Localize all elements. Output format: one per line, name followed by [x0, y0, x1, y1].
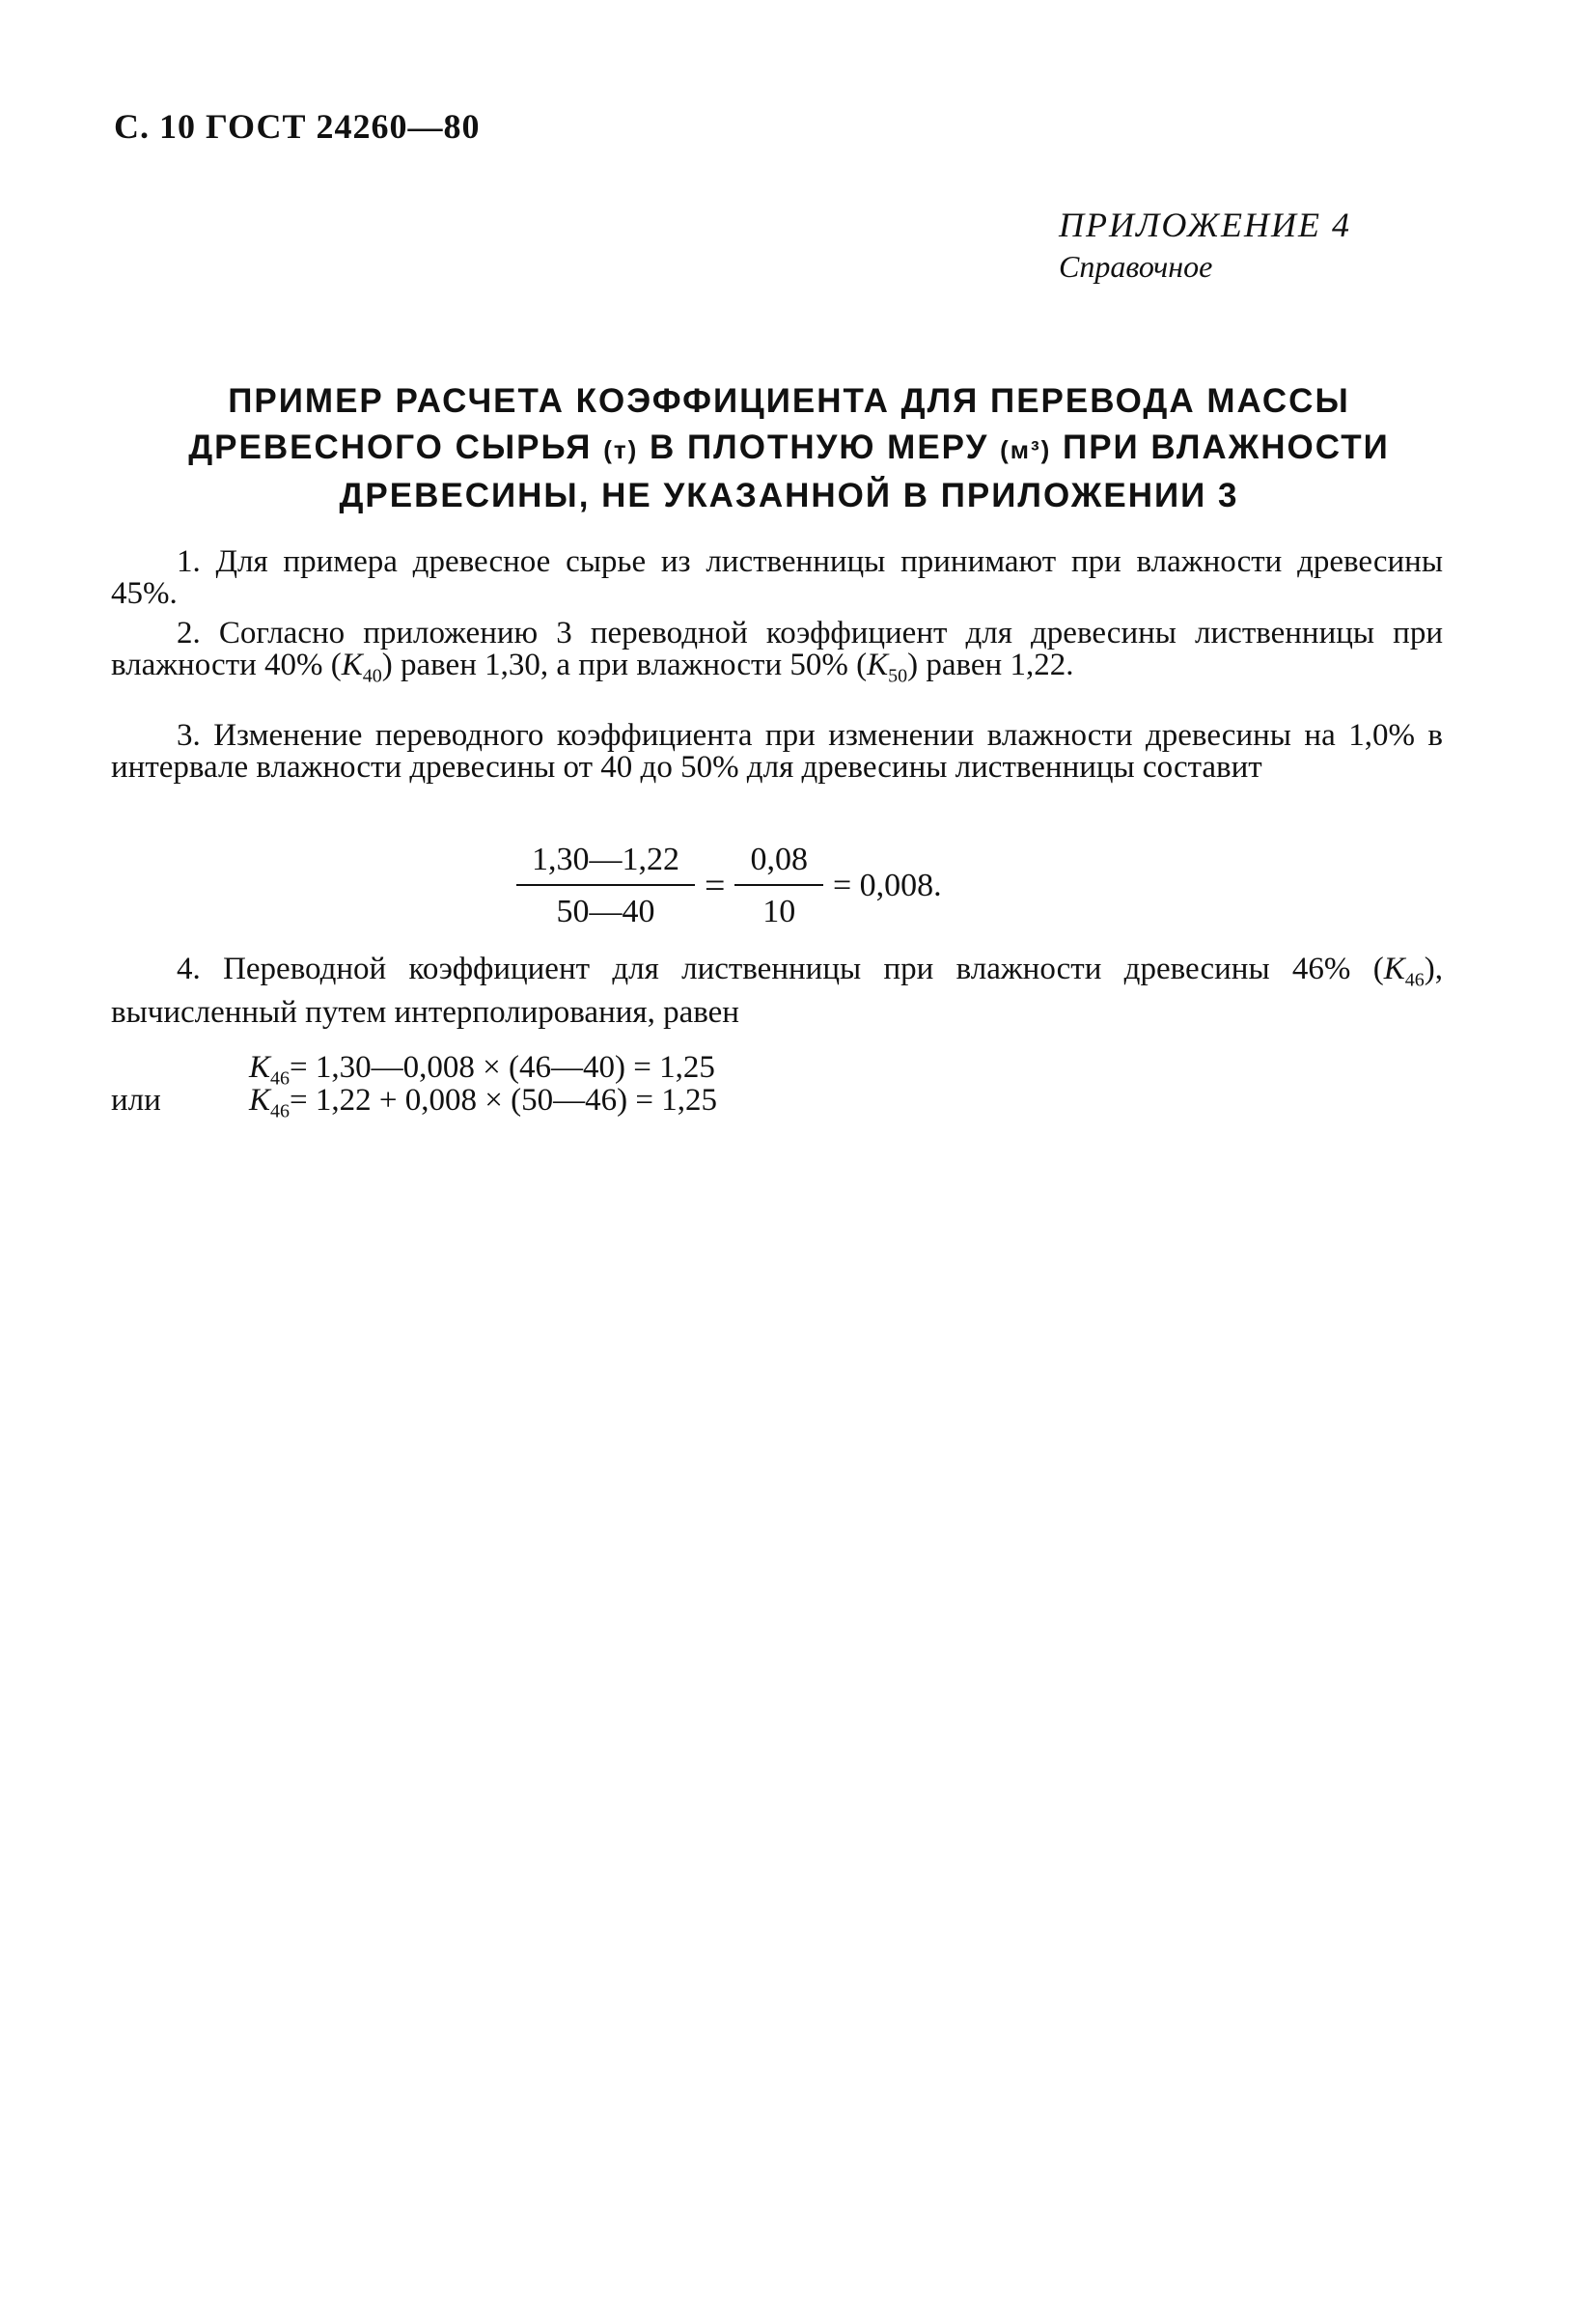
- document-title: [106, 378, 1472, 519]
- p2-k40-symbol: K: [341, 648, 363, 682]
- paragraph-1: [111, 546, 1443, 610]
- title-line-1: ПРИМЕР РАСЧЕТА КОЭФФИЦИЕНТА ДЛЯ ПЕРЕВОДА МАССЫ: [228, 382, 1350, 420]
- fraction-2-numerator: 0,08: [734, 842, 823, 886]
- paragraph-3-text: 3. Изменение переводного коэффициента при изменении влажности древесины на 1,0% в интервале влажности древесины от 40 до 50% для древесины лиственницы составит: [111, 718, 1443, 785]
- paragraph-2-text: [111, 618, 1443, 693]
- or-word: или: [111, 1083, 161, 1118]
- title-line-3: ДРЕВЕСИНЫ, НЕ УКАЗАННОЙ В ПРИЛОЖЕНИИ 3: [339, 477, 1239, 514]
- formula-1-k-symbol: K: [249, 1050, 271, 1085]
- p2-k50-subscript: 50: [888, 665, 908, 687]
- fraction-2: [734, 842, 823, 930]
- equals-sign: =: [705, 866, 726, 906]
- p4-k46-symbol: K: [1383, 952, 1405, 986]
- title-line-2-part-c: ПРИ ВЛАЖНОСТИ: [1063, 429, 1390, 466]
- title-line-2-part-b: В ПЛОТНУЮ МЕРУ: [650, 429, 989, 466]
- p2-k50-symbol: K: [867, 648, 889, 682]
- appendix-label-block: [1059, 205, 1351, 285]
- formula-2-expression: = 1,22 + 0,008 × (50—46) = 1,25: [290, 1083, 717, 1118]
- p4-part-a: 4. Переводной коэффициент для лиственницы при влажности древесины 46% (: [177, 952, 1384, 986]
- title-unit-m3: (м³): [1000, 435, 1052, 464]
- formula-2-subscript: 46: [270, 1100, 291, 1122]
- fraction-1: [516, 842, 695, 930]
- p4-part-b: ), вычисленный путем интерполирования, равен: [111, 952, 1443, 1030]
- formula-2-k-symbol: K: [249, 1083, 271, 1118]
- p4-k46-subscript: 46: [1404, 969, 1425, 991]
- p2-part-a: 2. Согласно приложению 3 переводной коэффициент для древесины лиственницы при влажности 40% (: [111, 616, 1443, 682]
- p2-part-b: ) равен 1,30, а при влажности 50% (: [381, 648, 868, 682]
- fraction-result: = 0,008.: [832, 868, 942, 903]
- paragraph-3: [111, 720, 1443, 784]
- formula-2: [249, 1083, 717, 1123]
- fraction-2-denominator: 10: [762, 894, 796, 929]
- fraction-1-denominator: 50—40: [556, 894, 655, 929]
- title-unit-t: (т): [603, 435, 639, 464]
- title-line-2: [106, 425, 1472, 473]
- fraction-equation: [516, 838, 942, 934]
- paragraph-4-text: [111, 954, 1443, 1029]
- formula-1-subscript: 46: [270, 1067, 291, 1090]
- title-line-2-part-a: ДРЕВЕСНОГО СЫРЬЯ: [188, 429, 593, 466]
- paragraph-1-text: 1. Для примера древесное сырье из лиственницы принимают при влажности древесины 45%.: [111, 544, 1443, 611]
- p2-k40-subscript: 40: [362, 665, 382, 687]
- fraction-1-numerator: 1,30—1,22: [516, 842, 695, 886]
- p2-part-c: ) равен 1,22.: [907, 648, 1074, 682]
- page-header: С. 10 ГОСТ 24260—80: [114, 107, 481, 146]
- formula-1-expression: = 1,30—0,008 × (46—40) = 1,25: [290, 1050, 715, 1085]
- paragraph-2: [111, 618, 1443, 693]
- appendix-number: ПРИЛОЖЕНИЕ 4: [1059, 206, 1351, 244]
- appendix-type: Справочное: [1059, 249, 1213, 284]
- paragraph-4: [111, 954, 1443, 1029]
